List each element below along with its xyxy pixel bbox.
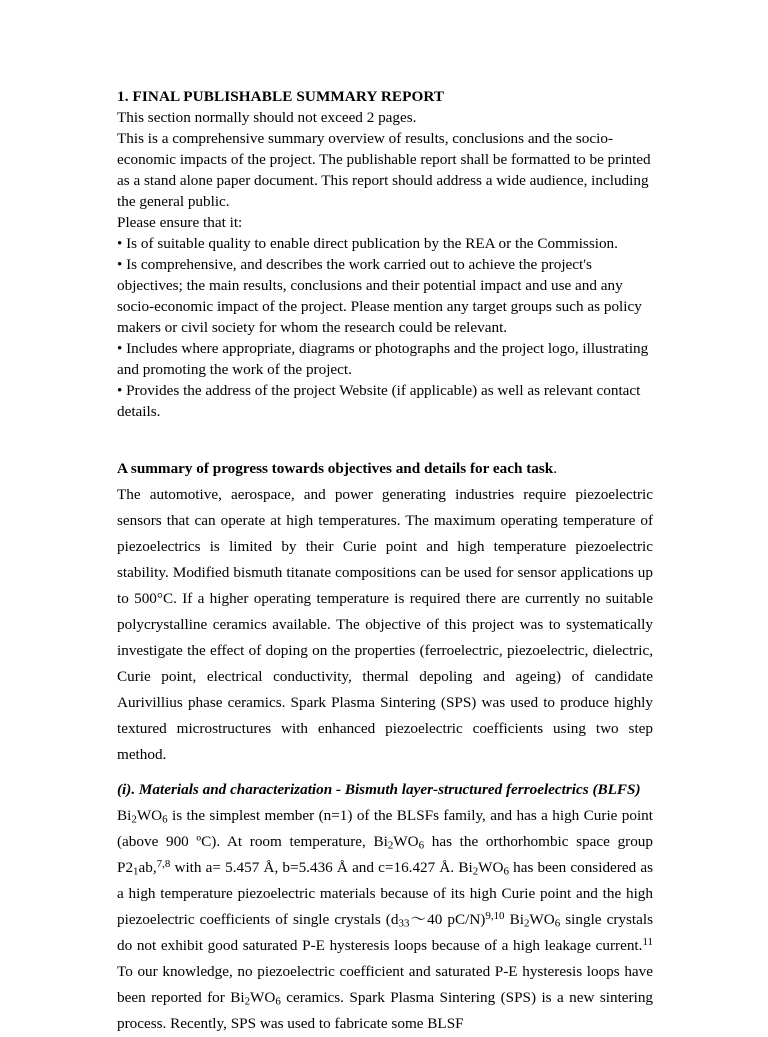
list-item: • Provides the address of the project Website (if applicable) as well as relevant contact details. [117, 382, 641, 420]
citation-superscript: 9,10 [485, 910, 505, 923]
subscript: 33 [398, 917, 410, 930]
text-run: with a= 5.457 Å, b=5.436 Å and c=16.427 Å. Bi [170, 859, 473, 876]
text-run: Bi [504, 911, 524, 928]
text-run: ab, [138, 859, 157, 876]
page-title: 1. FINAL PUBLISHABLE SUMMARY REPORT [117, 88, 445, 105]
subscript: 2 [387, 839, 394, 852]
text-run: WO [250, 989, 276, 1006]
objectives-heading-text: A summary of progress towards objectives and details for each task [117, 460, 554, 477]
text-run: WO [393, 833, 419, 850]
text-run: To our knowledge, no piezoelectric coefficient and saturated P-E hysteresis loops have been reported for Bi [117, 963, 653, 1006]
list-item: • Includes where appropriate, diagrams or photographs and the project logo, illustrating and promoting the work of the project. [117, 340, 649, 378]
materials-paragraph [117, 803, 653, 1037]
text-run: has the orthorhombic space group P2 [117, 833, 653, 876]
list-item: • Is comprehensive, and describes the work carried out to achieve the project's objectives; the main results, conclusions and their potential impact and use and any socio-economic impact of the project. Please mention any target groups such as policy makers or civil society for whom the research could be relevant. [117, 256, 642, 336]
subscript: 2 [244, 995, 251, 1008]
text-run: single crystals do not exhibit good saturated P-E hysteresis loops because of a high leakage current. [117, 911, 654, 954]
subscript: 2 [472, 865, 479, 878]
paragraph-spacer [117, 768, 653, 777]
objectives-heading [117, 456, 653, 482]
list-item: • Is of suitable quality to enable direct publication by the REA or the Commission. [117, 235, 618, 252]
text-run: is the simplest member (n=1) of the BLSFs family, and has a high Curie point (above 900 ºC). At room temperature, Bi [117, 807, 653, 850]
text-run: WO [478, 859, 504, 876]
subscript: 6 [554, 917, 561, 930]
subscript: 1 [133, 865, 139, 878]
document-body [117, 86, 653, 1037]
subsection-heading-materials: (i). Materials and characterization - Bismuth layer-structured ferroelectrics (BLFS) [117, 781, 641, 798]
objectives-heading-period: . [553, 460, 557, 477]
subscript: 6 [162, 813, 168, 826]
subscript: 6 [275, 995, 281, 1008]
ensure-intro-line: Please ensure that it: [117, 214, 243, 231]
section-spacer [117, 422, 653, 456]
text-run: WO [529, 911, 555, 928]
subscript: 2 [523, 917, 530, 930]
subscript: 6 [503, 865, 509, 878]
text-run: WO [136, 807, 163, 824]
objectives-paragraph: The automotive, aerospace, and power generating industries require piezoelectric sensors that can operate at high temperatures. The maximum operating temperature of piezoelectrics is limited by their Curie point and high temperature piezoelectric stability. Modified bismuth titanate compositions can be used for sensor applications up to 500°C. If a higher operating temperature is required there are currently no suitable polycrystalline ceramics available. The objective of this project was to systematically investigate the effect of doping on the properties (ferroelectric, piezoelectric, dielectric, Curie point, electrical conductivity, thermal depoling and ageing) of candidate Aurivillius phase ceramics. Spark Plasma Sintering (SPS) was used to produce highly textured microstructures with enhanced piezoelectric coefficients using two step method. [117, 486, 653, 763]
citation-superscript: 11 [642, 936, 653, 949]
section-description-paragraph: This is a comprehensive summary overview of results, conclusions and the socio-economic impacts of the project. The publishable report shall be formatted to be printed as a stand alone paper document. This report should address a wide audience, including the general public. [117, 130, 651, 210]
text-run: Bi [117, 807, 132, 824]
text-run: ceramics. Spark Plasma Sintering (SPS) is a new sintering process. Recently, SPS was used to fabricate some BLSF [117, 989, 654, 1032]
text-run: has been considered as a high temperature piezoelectric materials because of its high Curie point and the high piezoelectric coefficients of single crystals (d [117, 859, 653, 928]
subscript: 2 [131, 813, 137, 826]
text-run: ～40 pC/N) [409, 911, 486, 928]
citation-superscript: 7,8 [156, 858, 171, 871]
section-note-line: This section normally should not exceed 2 pages. [117, 109, 417, 126]
subscript: 6 [418, 839, 425, 852]
